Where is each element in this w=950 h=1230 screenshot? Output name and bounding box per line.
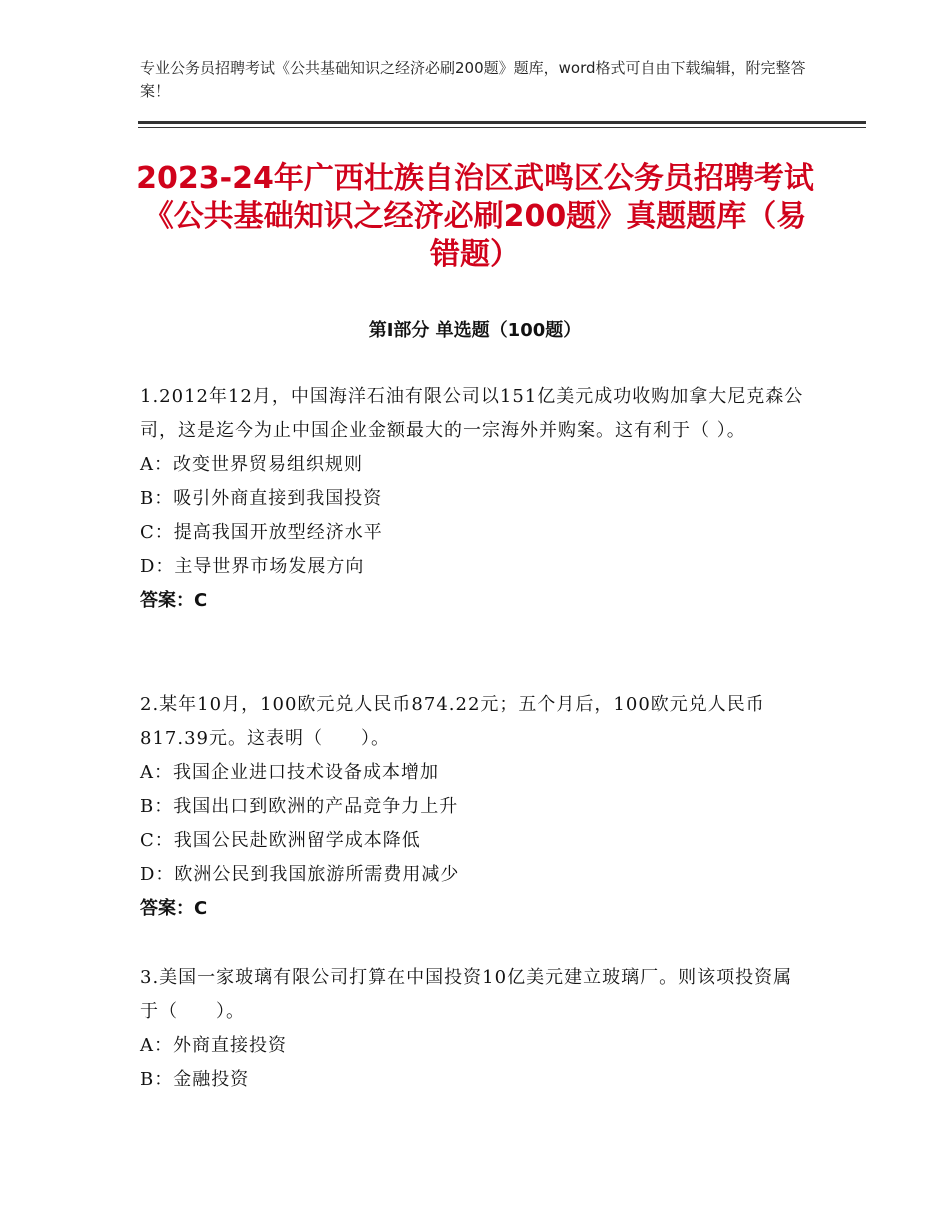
option-c: C：提高我国开放型经济水平 — [140, 522, 383, 543]
answer: 答案：C — [140, 590, 208, 611]
option-b: B：金融投资 — [140, 1069, 250, 1090]
option-d: D：主导世界市场发展方向 — [140, 556, 365, 577]
answer: 答案：C — [140, 898, 208, 919]
section-heading: 第Ⅰ部分 单选题（100题） — [368, 320, 582, 341]
option-b: B：吸引外商直接到我国投资 — [140, 488, 383, 509]
question-stem: 1.2012年12月，中国海洋石油有限公司以151亿美元成功收购加拿大尼克森公司，这是迄今为止中国企业金额最大的一宗海外并购案。这有利于（ ）。 — [140, 386, 804, 441]
question-2 — [140, 688, 810, 926]
question-3 — [140, 961, 810, 1097]
question-1 — [140, 380, 810, 618]
option-a: A：改变世界贸易组织规则 — [140, 454, 363, 475]
header-divider-thin — [138, 127, 866, 128]
question-stem: 2.某年10月，100欧元兑人民币874.22元；五个月后，100欧元兑人民币817.39元。这表明（ ）。 — [140, 694, 765, 749]
document-title: 2023-24年广西壮族自治区武鸣区公务员招聘考试《公共基础知识之经济必刷200题》真题题库（易错题） — [136, 161, 814, 272]
header-divider-thick — [138, 121, 866, 124]
option-a: A：我国企业进口技术设备成本增加 — [140, 762, 439, 783]
question-stem: 3.美国一家玻璃有限公司打算在中国投资10亿美元建立玻璃厂。则该项投资属于（ ）。 — [140, 967, 793, 1022]
option-d: D：欧洲公民到我国旅游所需费用减少 — [140, 864, 460, 885]
option-c: C：我国公民赴欧洲留学成本降低 — [140, 830, 421, 851]
option-b: B：我国出口到欧洲的产品竞争力上升 — [140, 796, 459, 817]
header-note: 专业公务员招聘考试《公共基础知识之经济必刷200题》题库，word格式可自由下载编辑，附完整答案！ — [140, 59, 806, 100]
option-a: A：外商直接投资 — [140, 1035, 287, 1056]
